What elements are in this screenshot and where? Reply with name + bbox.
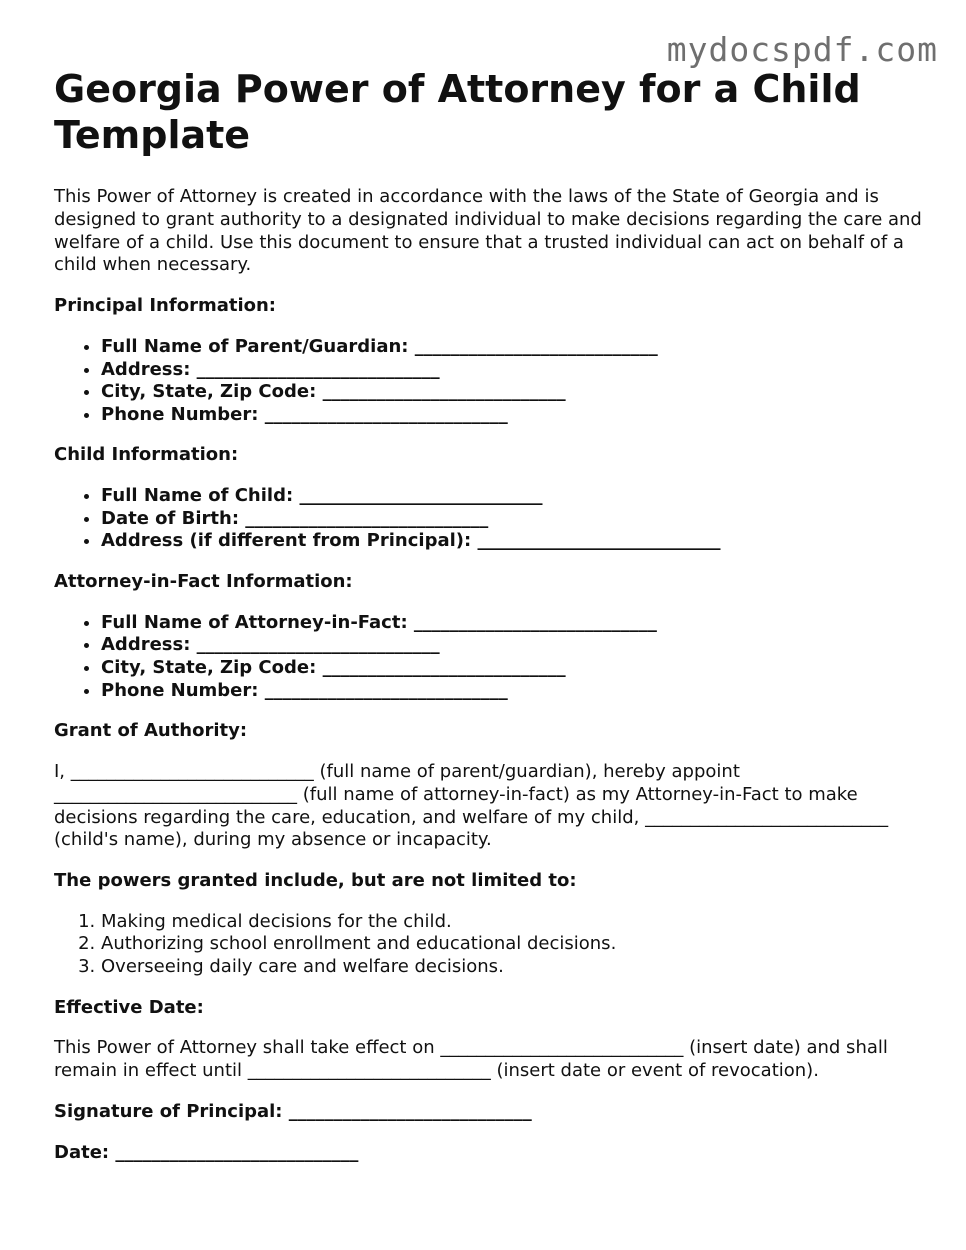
principal-heading: Principal Information: bbox=[54, 295, 277, 317]
principal-name-field[interactable]: • Full Name of Parent/Guardian: ___________________________ bbox=[101, 336, 924, 359]
child-dob-field[interactable]: • Date of Birth: ___________________________ bbox=[101, 508, 924, 531]
effective-paragraph[interactable]: This Power of Attorney shall take effect on ___________________________ (insert date) and shall remain in effect until ___________________________ (insert date or event of revocation). bbox=[54, 1037, 888, 1082]
attorney-list bbox=[54, 612, 924, 702]
attorney-heading: Attorney-in-Fact Information: bbox=[54, 570, 353, 592]
grant-heading: Grant of Authority: bbox=[54, 720, 248, 742]
signature-field[interactable]: Signature of Principal: ___________________________ bbox=[54, 1101, 532, 1123]
principal-phone-field[interactable]: • Phone Number: ___________________________ bbox=[101, 404, 924, 427]
intro-paragraph: This Power of Attorney is created in accordance with the laws of the State of Georgia and is designed to grant authority to a designated individual to make decisions regarding the care and welfare of a child. Use this document to ensure that a trusted individual can act on behalf of a child when necessary. bbox=[54, 186, 922, 276]
principal-city-field[interactable]: • City, State, Zip Code: ___________________________ bbox=[101, 381, 924, 404]
child-heading: Child Information: bbox=[54, 444, 239, 466]
attorney-city-field[interactable]: • City, State, Zip Code: ___________________________ bbox=[101, 657, 924, 680]
principal-list bbox=[54, 336, 924, 426]
effective-heading: Effective Date: bbox=[54, 996, 204, 1018]
powers-heading: The powers granted include, but are not limited to: bbox=[54, 870, 577, 892]
power-item-daily-care: 3. Overseeing daily care and welfare decisions. bbox=[101, 956, 924, 979]
grant-paragraph[interactable]: I, ___________________________ (full name of parent/guardian), hereby appoint ___________________________ (full name of attorney-in-fact) as my Attorney-in-Fact to make decisions regarding the care, education, and welfare of my child, ___________________________ (child's name), during my absence or incapacity. bbox=[54, 760, 889, 851]
attorney-address-field[interactable]: • Address: ___________________________ bbox=[101, 634, 924, 657]
document-title: Georgia Power of Attorney for a Child Template bbox=[54, 67, 861, 157]
power-item-education: 2. Authorizing school enrollment and educational decisions. bbox=[101, 933, 924, 956]
child-address-field[interactable]: • Address (if different from Principal): ___________________________ bbox=[101, 530, 924, 553]
attorney-name-field[interactable]: • Full Name of Attorney-in-Fact: ___________________________ bbox=[101, 612, 924, 635]
principal-address-field[interactable]: • Address: ___________________________ bbox=[101, 359, 924, 382]
document-page bbox=[54, 66, 924, 1165]
watermark: mydocspdf.com bbox=[666, 30, 938, 69]
powers-list bbox=[54, 911, 924, 979]
power-item-medical: 1. Making medical decisions for the child. bbox=[101, 911, 924, 934]
child-list bbox=[54, 485, 924, 553]
child-name-field[interactable]: • Full Name of Child: ___________________________ bbox=[101, 485, 924, 508]
attorney-phone-field[interactable]: • Phone Number: ___________________________ bbox=[101, 680, 924, 703]
date-field[interactable]: Date: ___________________________ bbox=[54, 1141, 359, 1163]
